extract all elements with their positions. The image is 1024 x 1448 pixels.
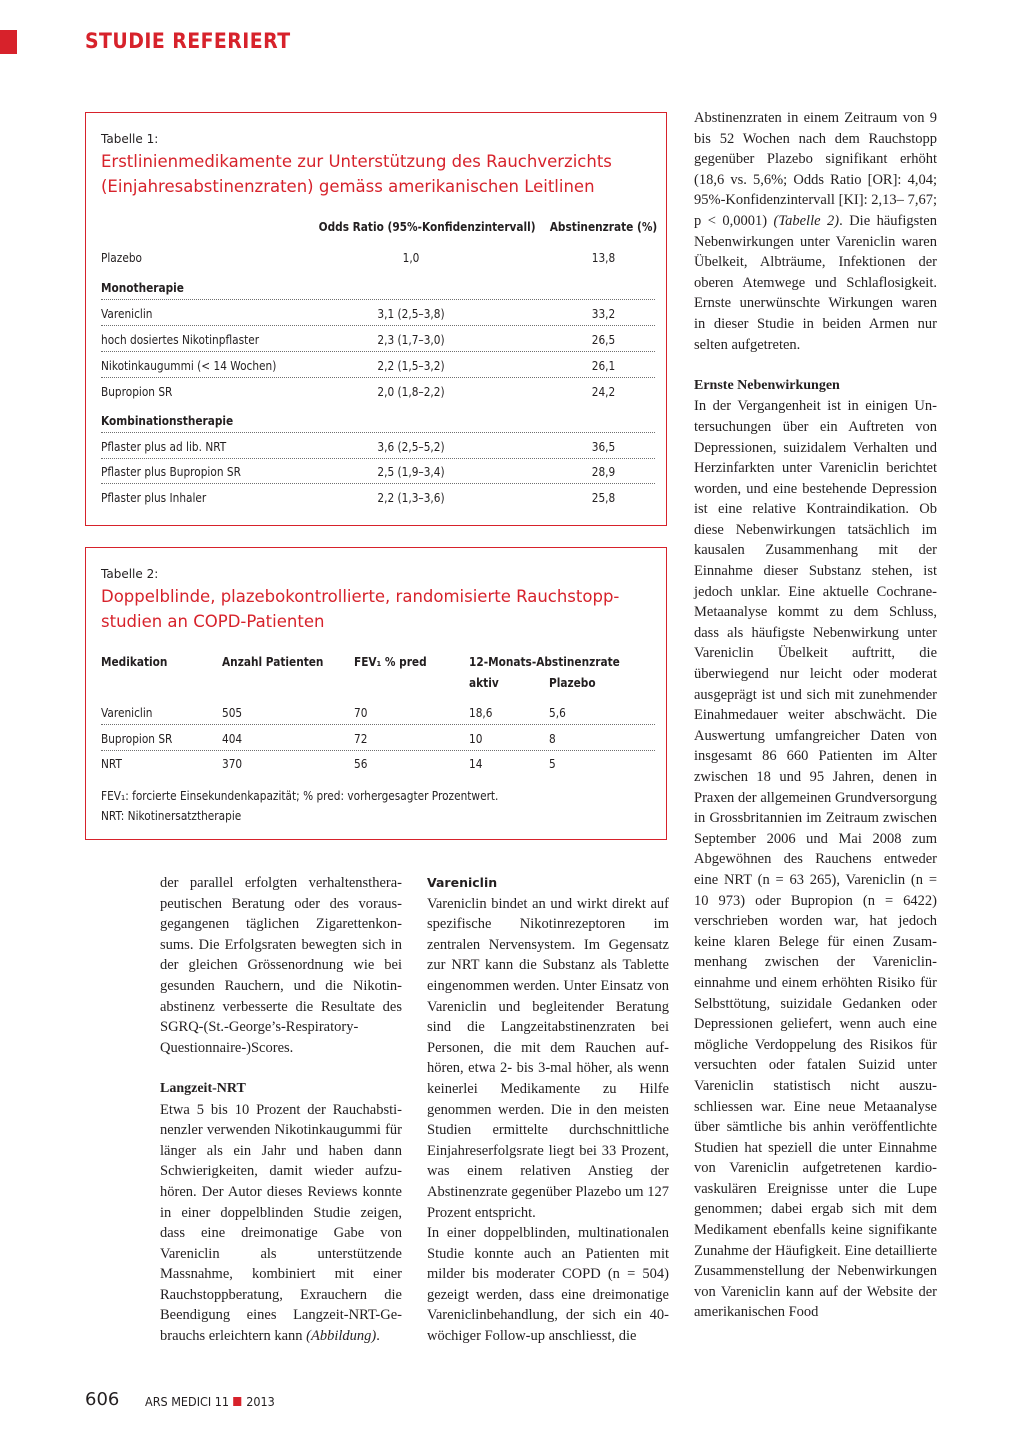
cell-rate: 26,5 <box>591 333 616 347</box>
cell-medication: Vareniclin <box>101 706 153 720</box>
subheading-ernste-nebenwirkungen: Ernste Nebenwirkungen <box>694 377 840 393</box>
paragraph <box>694 108 937 355</box>
page-number: 606 <box>85 1389 120 1410</box>
row-label: Vareniclin <box>101 307 153 321</box>
column-header-fev1: FEV₁ % pred <box>354 655 427 669</box>
text-column-middle <box>427 873 669 1347</box>
row-label: Bupropion SR <box>101 385 173 399</box>
column-header-medication: Medikation <box>101 655 168 669</box>
text-column-right <box>694 108 937 1323</box>
cell-placebo: 5,6 <box>549 706 566 720</box>
row-label: Pflaster plus Bupropion SR <box>101 465 241 479</box>
group-label-combination-therapy: Kombinationstherapie <box>101 414 234 428</box>
cell-or: 2,2 (1,3–3,6) <box>377 491 445 505</box>
row-divider <box>101 325 655 326</box>
row-divider <box>101 351 655 352</box>
cell-fev1: 70 <box>354 706 368 720</box>
paragraph-text: Abstinenzraten in einem Zeitraum von 9 bis 52 Wochen nach dem Rauchstopp gegenüber Plazebo signifikant erhöht (18,6 vs. 5,6%; Odds Ratio [OR]: 4,04; 95%-Konfidenzintervall [KI]: 2,13– 7,67; p < 0,0001) <box>694 110 937 229</box>
table-2-title-line-2: studien an COPD-Patienten <box>101 612 325 631</box>
cell-placebo: 8 <box>549 732 556 746</box>
cell-fev1: 56 <box>354 757 368 771</box>
table-1-number: Tabelle 1: <box>101 132 159 146</box>
column-header-abstinence: 12-Monats-Abstinenzrate <box>469 655 620 669</box>
cell-placebo: 5 <box>549 757 556 771</box>
row-label: Pflaster plus ad lib. NRT <box>101 440 227 454</box>
row-label-placebo: Plazebo <box>101 251 142 265</box>
text-column-left <box>160 873 402 1347</box>
column-header-odds-ratio: Odds Ratio (95%-Konfidenzintervall) <box>318 220 536 234</box>
row-label: Nikotinkaugummi (< 14 Wochen) <box>101 359 277 373</box>
cell-fev1: 72 <box>354 732 368 746</box>
cell-or: 2,5 (1,9–3,4) <box>377 465 445 479</box>
cell-active: 10 <box>469 732 483 746</box>
cell-active: 14 <box>469 757 483 771</box>
row-label: Pflaster plus Inhaler <box>101 491 207 505</box>
journal-footer <box>145 1394 275 1409</box>
cell-patients: 370 <box>222 757 243 771</box>
journal-name: ARS MEDICI 11 <box>145 1394 230 1409</box>
paragraph-text: Etwa 5 bis 10 Prozent der Rauchabstinenzler verwenden Nikotinkaugummi für länger als ein Jahr und haben dann Schwierigkeiten, damit wieder aufzuhören. Der Autor dieses Reviews konnte in einer doppelblinden Studie zeigen, dass eine dreimonatige Gabe von Vareniclin als unterstützende Massnahme, kombiniert mit einer Rauchstoppberatung, Exrauchern die Beendigung eines Langzeit-NRT-Gebrauchs erleichtern kann <box>160 1101 402 1345</box>
cell-placebo-rate: 13,8 <box>591 251 616 265</box>
cell-patients: 505 <box>222 706 243 720</box>
subheading-langzeit-nrt: Langzeit-NRT <box>160 1080 246 1096</box>
cell-medication: NRT <box>101 757 122 771</box>
table-1-title-line-2: (Einjahresabstinenzraten) gemäss amerikanischen Leitlinen <box>101 177 595 196</box>
table-2-footnote-1: FEV₁: forcierte Einsekundenkapazität; % pred: vorhergesagter Prozentwert. <box>101 789 499 803</box>
cell-or: 2,0 (1,8–2,2) <box>377 385 445 399</box>
table-2-title-line-1: Doppelblinde, plazebokontrollierte, randomisierte Rauchstopp- <box>101 587 620 606</box>
column-header-patients: Anzahl Patienten <box>222 655 324 669</box>
row-divider <box>101 483 655 484</box>
table-2-number: Tabelle 2: <box>101 567 159 581</box>
table-2-footnote-2: NRT: Nikotinersatztherapie <box>101 809 242 823</box>
table-1-title-line-1: Erstlinienmedikamente zur Unterstützung des Rauchverzichts <box>101 152 612 171</box>
column-header-placebo: Plazebo <box>549 676 596 690</box>
paragraph: In einer doppelblinden, multinationalen Studie konnte auch an Patienten mit milder bis moderater COPD (n = 504) gezeigt werden, dass eine dreimonatige Vareniclinbehandlung, der sich ein 40-wöchiger Follow-up anschliesst, die <box>427 1225 669 1345</box>
paragraph-text-end: . Die häufigsten Nebenwirkungen unter Vareniclin waren Übelkeit, Albträume, Infektionen der oberen Atemwege und Schlaflosigkeit. Ernste unerwünschte Wirkungen waren in dieser Studie in beiden Armen nur selten aufgetreten. <box>694 212 937 353</box>
cell-placebo-or: 1,0 <box>402 251 420 265</box>
section-marker <box>0 30 17 54</box>
journal-year: 2013 <box>246 1394 275 1409</box>
row-divider <box>101 458 655 459</box>
row-divider <box>101 299 655 300</box>
square-icon <box>234 1397 242 1406</box>
paragraph: Vareniclin bindet an und wirkt direkt auf spezifische Nikotinrezeptoren im zentralen Nervensystem. Im Gegensatz zur NRT kann die Substanz als Tablette eingenommen werden. Unter Einsatz von Vareniclin und begleitender Beratung sind die Langzeitabstinenzraten bei Personen, die mit dem Rauchen aufhören, etwa 2- bis 3-mal höher, als wenn keinerlei Medikamente zu Hilfe genommen werden. Die in den meisten Studien ermittelte durchschnittliche Einjahreserfolgsrate liegt bei 33 Prozent, was einem relativen Anstieg der Abstinenzrate gegenüber Plazebo um 127 Prozent entspricht. <box>427 895 669 1221</box>
row-label: hoch dosiertes Nikotinpflaster <box>101 333 260 347</box>
cell-patients: 404 <box>222 732 243 746</box>
cell-active: 18,6 <box>469 706 493 720</box>
paragraph-end: . <box>376 1328 380 1345</box>
cell-or: 3,6 (2,5–5,2) <box>377 440 445 454</box>
cell-rate: 33,2 <box>591 307 616 321</box>
cell-or: 2,3 (1,7–3,0) <box>377 333 445 347</box>
paragraph <box>160 1100 402 1347</box>
paragraph: In der Vergangenheit ist in einigen Untersuchungen über ein Auftreten von Depressionen, suizidalem Verhalten und Herzinfarkten unter Vareniclin berichtet worden, und eine bestehende Depression ist eine relative Kontraindikation. Ob diese Nebenwirkungen tatsächlich im kausalen Zusammenhang mit der Einnahme dieser Substanz stehen, ist jedoch unklar. Eine aktuelle Cochrane-Metaanalyse kommt zu dem Schluss, dass als häufigste Nebenwirkung unter Vareniclin Übelkeit auftritt, die überwiegend nur leicht oder moderat ausgeprägt ist und sich mit zunehmender Einahmedauer weiter abschwächt. Die Auswertung umfangreicher Daten von insgesamt 86 660 Patienten im Alter zwischen 18 und 95 Jahren, denen in Praxen der allgemeinen Grundversorgung in Grossbritannien im Zeitraum zwischen September 2006 und Mai 2008 zum Abgewöhnen des Rauchens entweder eine NRT (n = 63 265), Vareniclin (n = 10 973) oder Bupropion (n = 6422) verschrieben worden war, hat jedoch keine klaren Belege für einen Zusammenhang zwischen der Vareniclineinnahme und einem erhöhten Risiko für Selbsttötung, suizidale Gedanken oder Depressionen geliefert, wenn auch eine mögliche Verdoppelung des Risikos für versuchten oder fatalen Suizid unter Vareniclin statistisch nicht auszuschliessen war. Eine neue Metaanalyse über sämtliche bis anhin veröffentlichte Studien hat speziell die unter Einnahme von Vareniclin aufgetretenen kardiovaskulären Ereignisse unter die Lupe genommen; dabei ergab sich mit dem Medikament ebenfalls keine signifikante Zunahme der Häufigkeit. Eine detaillierte Zusammenstellung der Nebenwirkungen von Vareniclin kann auf der Website der amerikanischen Food <box>694 398 937 1321</box>
table-1 <box>85 112 667 526</box>
table-2 <box>85 547 667 840</box>
cell-or: 3,1 (2,5–3,8) <box>377 307 445 321</box>
row-divider <box>101 377 655 378</box>
cell-rate: 26,1 <box>591 359 616 373</box>
section-title: STUDIE REFERIERT <box>85 29 291 53</box>
row-divider <box>101 432 655 433</box>
subheading-vareniclin: Vareniclin <box>427 875 498 890</box>
cell-rate: 28,9 <box>591 465 616 479</box>
row-divider <box>101 724 655 725</box>
cell-rate: 36,5 <box>591 440 616 454</box>
cell-medication: Bupropion SR <box>101 732 173 746</box>
paragraph: der parallel erfolgten verhaltenstherapeutischen Beratung oder des vorausgegangenen täglichen Zigarettenkonsums. Die Erfolgsraten bewegten sich in der gleichen Grössenordnung wie bei gesunden Rauchern, und die Nikotinabstinenz verbesserte die Resultate des SGRQ-(St.-George’s-Respiratory-Questionnaire-)Scores. <box>160 875 402 1056</box>
column-header-abstinence-rate: Abstinenzrate (%) <box>549 220 658 234</box>
row-divider <box>101 750 655 751</box>
cell-or: 2,2 (1,5–3,2) <box>377 359 445 373</box>
table-reference: (Tabelle 2) <box>773 212 840 229</box>
figure-reference: (Abbildung) <box>306 1328 377 1345</box>
group-label-monotherapy: Monotherapie <box>101 281 184 295</box>
cell-rate: 25,8 <box>591 491 616 505</box>
cell-rate: 24,2 <box>591 385 616 399</box>
column-header-active: aktiv <box>469 676 499 690</box>
